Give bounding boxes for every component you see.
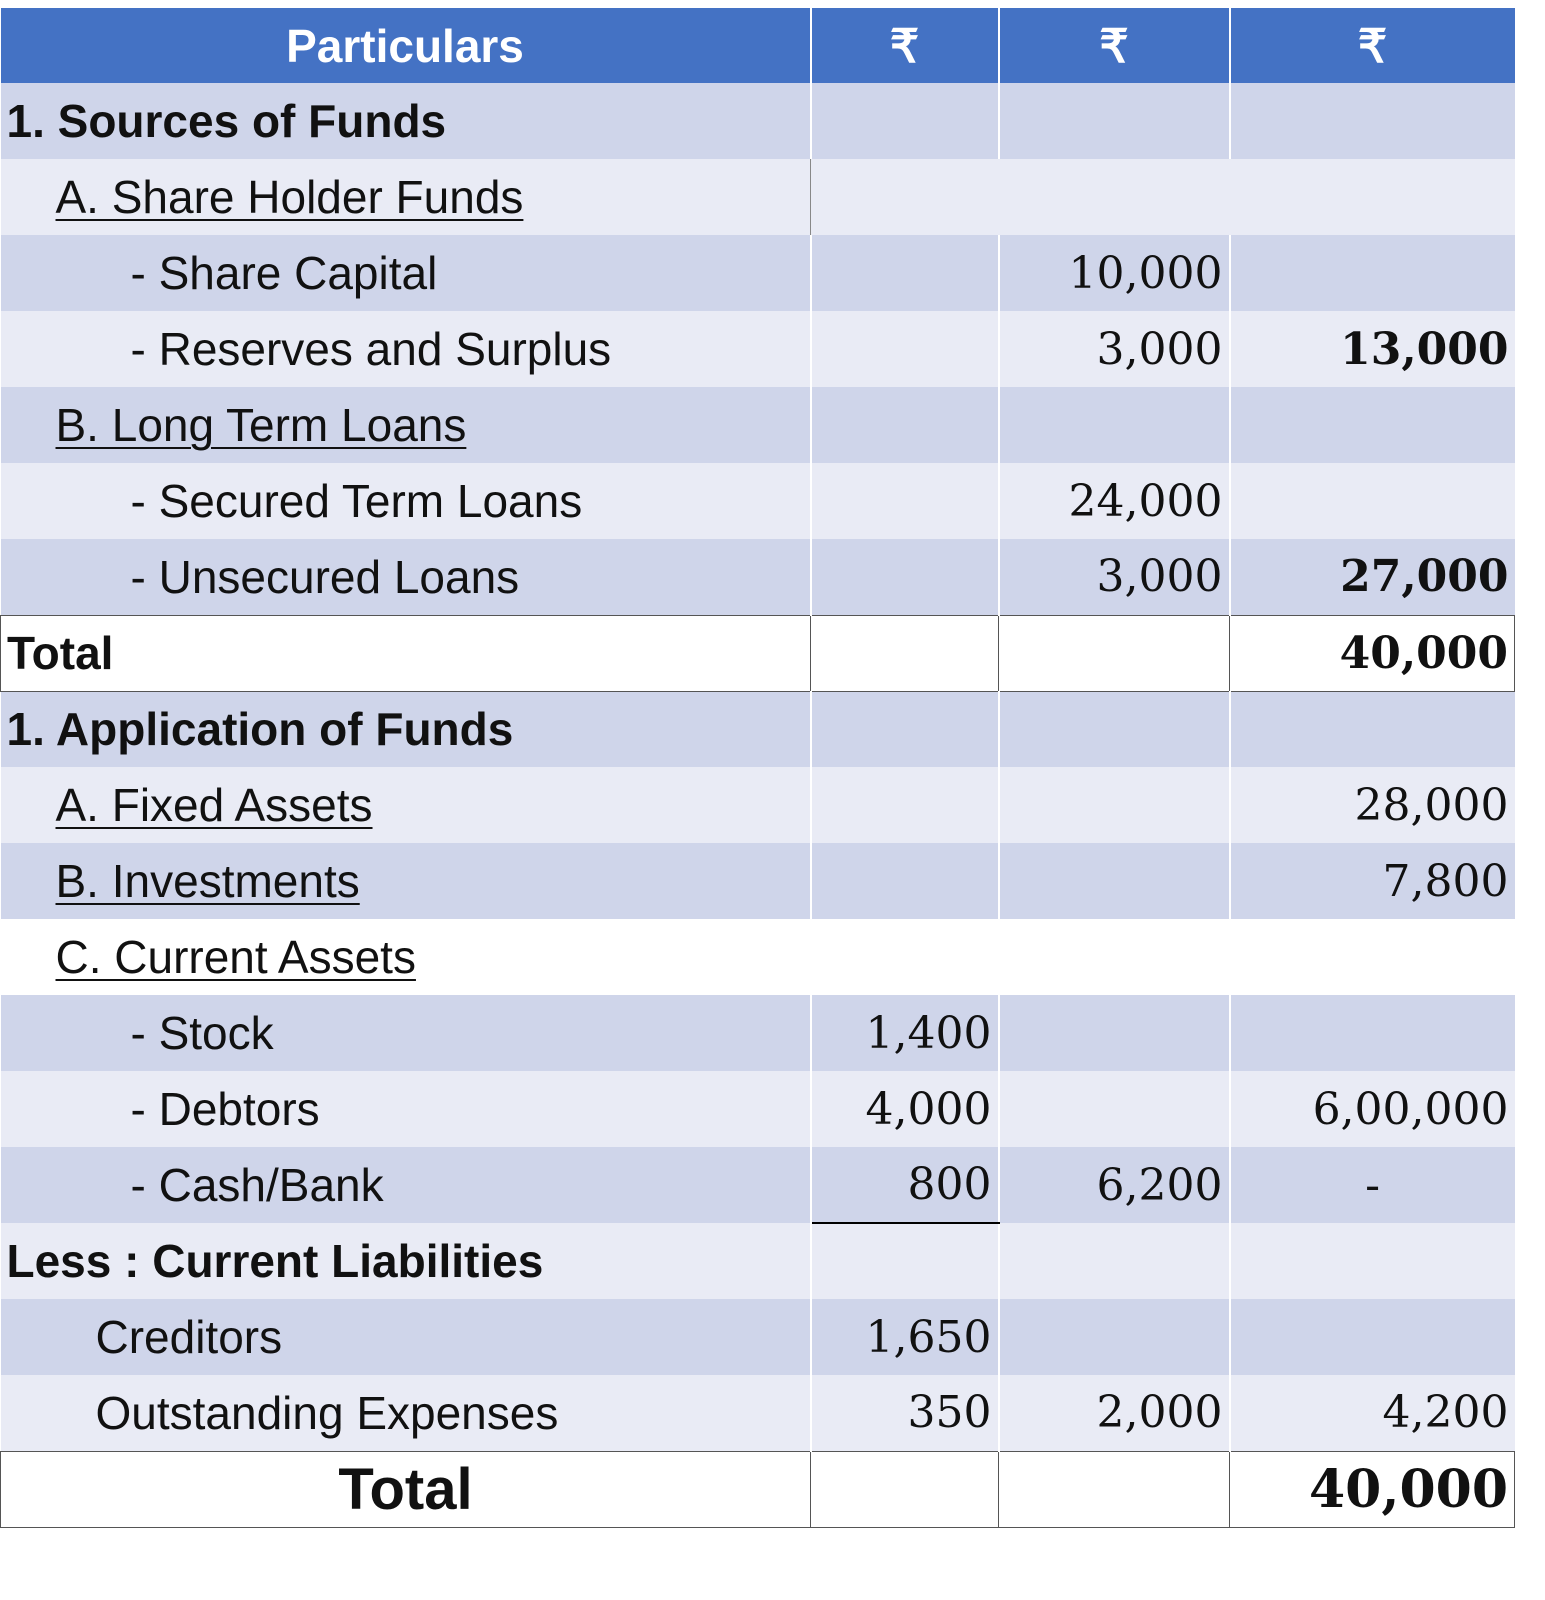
balance-sheet-table <box>0 8 1515 1528</box>
cell-value <box>1230 995 1515 1071</box>
cell-value <box>811 919 999 995</box>
cell-value: 3,000 <box>999 539 1230 615</box>
table-row <box>1 235 1515 311</box>
cell-value <box>811 1451 999 1527</box>
cell-value <box>811 83 999 159</box>
total-value: 40,000 <box>1230 615 1515 691</box>
subsection-label: C. Current Assets <box>55 931 416 983</box>
item-stock: - Stock <box>1 995 811 1071</box>
cell-value-dash: - <box>1230 1147 1515 1223</box>
cell-value <box>999 843 1230 919</box>
cell-value <box>999 1299 1230 1375</box>
cell-value <box>811 539 999 615</box>
total-value: 40,000 <box>1230 1451 1515 1527</box>
table-row <box>1 1147 1515 1223</box>
cell-value <box>811 159 999 235</box>
total-row-sources <box>1 615 1515 691</box>
cell-value <box>811 615 999 691</box>
table-row <box>1 767 1515 843</box>
cell-value: 10,000 <box>999 235 1230 311</box>
header-row <box>1 8 1515 83</box>
cell-value <box>811 387 999 463</box>
cell-value <box>1230 1299 1515 1375</box>
cell-value <box>999 767 1230 843</box>
table-row <box>1 691 1515 767</box>
cell-value <box>999 615 1230 691</box>
table-row <box>1 159 1515 235</box>
subsection-share-holder-funds <box>1 159 811 235</box>
item-reserves-surplus: - Reserves and Surplus <box>1 311 811 387</box>
cell-value <box>1230 235 1515 311</box>
cell-value <box>811 767 999 843</box>
total-label: Total <box>1 1451 811 1527</box>
item-unsecured-loans: - Unsecured Loans <box>1 539 811 615</box>
header-rupee-col3: ₹ <box>1230 8 1515 83</box>
total-label: Total <box>1 615 811 691</box>
cell-value: 1,400 <box>811 995 999 1071</box>
cell-value <box>999 1223 1230 1299</box>
table-row <box>1 311 1515 387</box>
subsection-current-assets <box>1 919 811 995</box>
table-row <box>1 1071 1515 1147</box>
header-rupee-col1: ₹ <box>811 8 999 83</box>
section-application-of-funds: 1. Application of Funds <box>1 691 811 767</box>
cell-value <box>999 995 1230 1071</box>
subsection-label: A. Share Holder Funds <box>55 171 524 223</box>
cell-value: 3,000 <box>999 311 1230 387</box>
subsection-label: B. Long Term Loans <box>55 399 467 451</box>
header-rupee-col2: ₹ <box>999 8 1230 83</box>
cell-value: 28,000 <box>1230 767 1515 843</box>
table-row <box>1 1223 1515 1299</box>
cell-value: 1,650 <box>811 1299 999 1375</box>
table-row <box>1 1299 1515 1375</box>
cell-value <box>999 919 1230 995</box>
cell-value <box>811 843 999 919</box>
total-row-application <box>1 1451 1515 1527</box>
cell-value <box>999 1451 1230 1527</box>
cell-value-subtotal: 27,000 <box>1230 539 1515 615</box>
cell-value <box>999 159 1230 235</box>
subsection-investments <box>1 843 811 919</box>
cell-value: 2,000 <box>999 1375 1230 1451</box>
cell-value: 4,000 <box>811 1071 999 1147</box>
item-share-capital: - Share Capital <box>1 235 811 311</box>
cell-value <box>999 691 1230 767</box>
section-less-current-liabilities: Less : Current Liabilities <box>1 1223 811 1299</box>
section-sources-of-funds: 1. Sources of Funds <box>1 83 811 159</box>
cell-value <box>811 235 999 311</box>
cell-value <box>811 691 999 767</box>
item-outstanding-expenses: Outstanding Expenses <box>1 1375 811 1451</box>
cell-value <box>1230 463 1515 539</box>
cell-value: 4,200 <box>1230 1375 1515 1451</box>
cell-value <box>1230 159 1515 235</box>
subsection-label: B. Investments <box>55 855 360 907</box>
table-row <box>1 919 1515 995</box>
subsection-long-term-loans <box>1 387 811 463</box>
cell-value <box>811 463 999 539</box>
header-particulars: Particulars <box>1 8 811 83</box>
table-row <box>1 1375 1515 1451</box>
cell-value <box>1230 1223 1515 1299</box>
cell-value-subtotal: 13,000 <box>1230 311 1515 387</box>
table-row <box>1 843 1515 919</box>
table-row <box>1 995 1515 1071</box>
cell-value <box>1230 387 1515 463</box>
subsection-fixed-assets <box>1 767 811 843</box>
item-creditors: Creditors <box>1 1299 811 1375</box>
cell-value <box>999 83 1230 159</box>
table-row <box>1 463 1515 539</box>
cell-value <box>999 1071 1230 1147</box>
cell-value <box>1230 83 1515 159</box>
cell-value: 6,00,000 <box>1230 1071 1515 1147</box>
table-row <box>1 83 1515 159</box>
cell-value <box>999 387 1230 463</box>
cell-value <box>811 1223 999 1299</box>
cell-value <box>1230 691 1515 767</box>
item-debtors: - Debtors <box>1 1071 811 1147</box>
table-row <box>1 387 1515 463</box>
cell-value: 6,200 <box>999 1147 1230 1223</box>
item-secured-term-loans: - Secured Term Loans <box>1 463 811 539</box>
cell-value <box>811 311 999 387</box>
item-cash-bank: - Cash/Bank <box>1 1147 811 1223</box>
cell-value: 350 <box>811 1375 999 1451</box>
cell-value: 800 <box>811 1147 999 1223</box>
subsection-label: A. Fixed Assets <box>55 779 373 831</box>
cell-value: 7,800 <box>1230 843 1515 919</box>
table-row <box>1 539 1515 615</box>
cell-value <box>1230 919 1515 995</box>
cell-value: 24,000 <box>999 463 1230 539</box>
